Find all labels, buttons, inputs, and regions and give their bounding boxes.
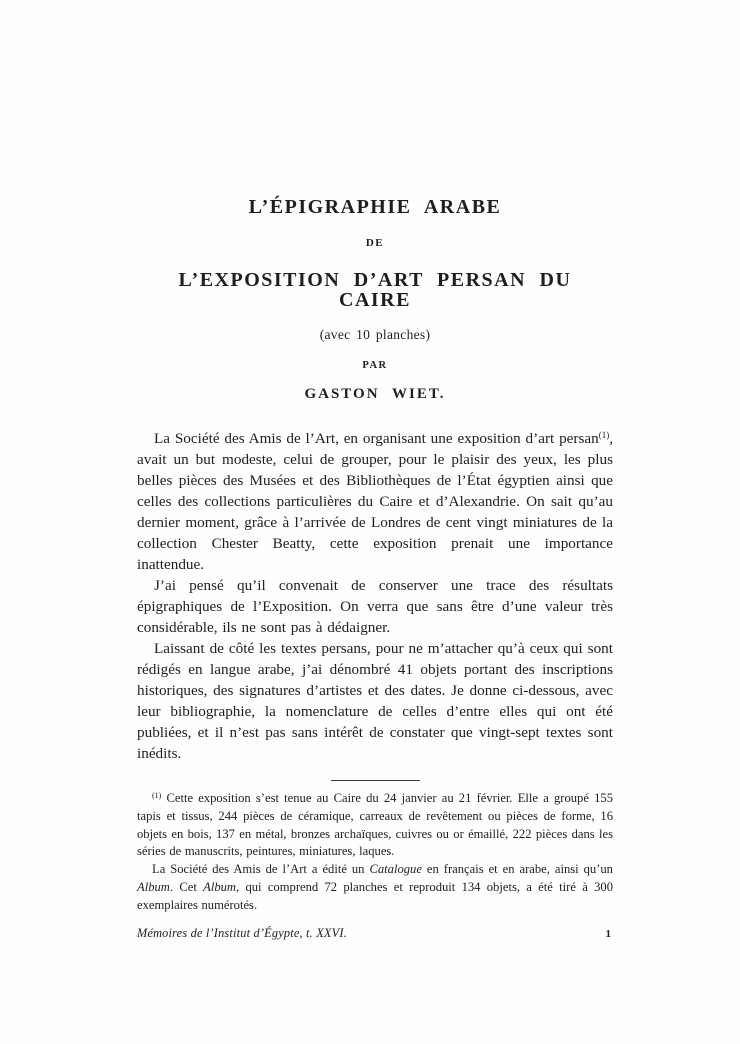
subtitle-plates-note: (avec 10 planches) (319, 327, 431, 342)
footnotes-section (137, 790, 613, 915)
footnote-2-seg-0: La Société des Amis de l’Art a édité un (152, 862, 370, 877)
page-title-line1: L’ÉPIGRAPHIE ARABE (248, 196, 502, 218)
paragraph-1-continuation: , avait un but modeste, celui de grouper, pour le plaisir des yeux, les plus belles pièces des Musées et des Bibliothèques de l’État égyptien ainsi que celles des collections particulières du Caire et d’Alexandrie. On sait qu’au dernier moment, grâce à l’arrivée de Londres de cent vingt miniatures de la collection Chester Beatty, cette exposition prenait une importance inattendue. (137, 430, 613, 573)
footnote-2 (137, 861, 613, 914)
footnote-reference-marker: (1) (598, 430, 610, 440)
footnote-2-seg-3-album: Album (137, 879, 170, 894)
footnote-1-marker: (1) (152, 791, 162, 800)
paragraph-3: Laissant de côté les textes persans, pour ne m’attacher qu’à ceux qui sont rédigés en langue arabe, j’ai dénombré 41 objets portant des inscriptions historiques, des signatures d’artistes et des dates. Je donne ci-dessous, avec leur bibliographie, la nomenclature de celles d’entre elles qui ont été publiées, et il n’est pas sans intérêt de constater que vingt-sept textes sont inédits. (137, 640, 613, 762)
paragraph-1-text: La Société des Amis de l’Art, en organisant une exposition d’art persan (154, 430, 599, 447)
footnote-1-text: Cette exposition s’est tenue au Caire du 24 janvier au 21 février. Elle a groupé 155 tapis et tissus, 244 pièces de céramique, carreaux de revêtement ou pièces de forme, 16 objets en bois, 137 en métal, bronzes archaïques, cuivres ou or émaillé, 222 pièces dans les séries de manuscrits, peintures, miniatures, laques. (137, 791, 613, 859)
footnote-2-seg-1-catalogue: Catalogue (369, 862, 422, 877)
footnote-2-seg-5-album: Album (203, 879, 237, 894)
author-name: GASTON WIET. (304, 386, 446, 402)
footnote-separator-rule (331, 780, 420, 781)
body-text (137, 428, 613, 764)
byline-label: PAR (362, 360, 388, 371)
page-content (137, 0, 613, 941)
footnote-2-seg-4: . Cet (169, 879, 204, 894)
page-title-line2: L’EXPOSITION D’ART PERSAN DU CAIRE (178, 269, 572, 311)
series-imprint: Mémoires de l’Institut d’Égypte, t. XXVI. (137, 925, 347, 940)
signature-mark: 1 (605, 927, 611, 940)
footnote-2-seg-6: , qui comprend 72 planches et reproduit 134 objets, a été tiré à 300 exemplaires numérotés. (137, 879, 613, 912)
title-connector: DE (365, 237, 385, 249)
paragraph-2: J’ai pensé qu’il convenait de conserver une trace des résultats épigraphiques de l’Exposition. On verra que sans être d’une valeur très considérable, ils ne sont pas à dédaigner. (137, 577, 613, 636)
footnote-2-seg-2: en français et en arabe, ainsi qu’un (421, 862, 613, 877)
footnote-1 (137, 790, 613, 861)
paragraph-1 (137, 428, 613, 575)
page-footer (137, 926, 613, 941)
title-block (137, 0, 613, 403)
